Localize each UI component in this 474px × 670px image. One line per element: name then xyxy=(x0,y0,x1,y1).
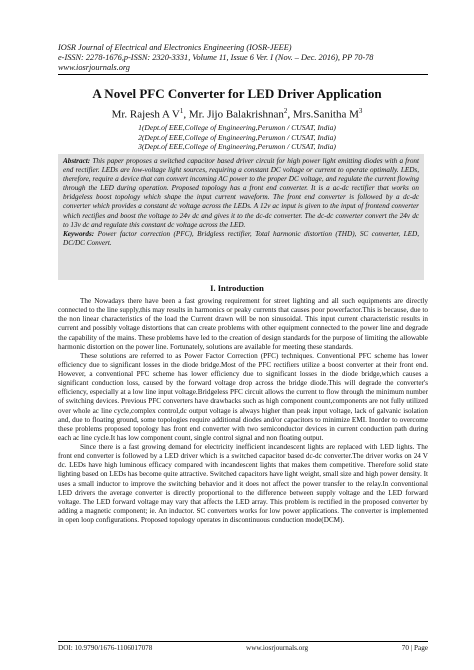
body-text xyxy=(58,297,428,525)
author-2: Mr. Jijo Balakrishnan xyxy=(188,108,284,121)
affiliation-2: 2(Dept.of EEE,College of Engineering,Perumon / CUSAT, India) xyxy=(138,132,336,142)
affiliation-3: 3(Dept.of EEE,College of Engineering,Perumon / CUSAT, India) xyxy=(138,142,336,152)
journal-website: www.iosrjournals.org xyxy=(58,63,130,72)
author-3: Mrs.Sanitha M xyxy=(292,108,359,121)
author-3-sup: 3 xyxy=(358,107,363,115)
author-line: Mr. Rajesh A $V^1$, Mr. Jijo Balakrishnan$^2$, Mrs.Sanitha $M^3$ xyxy=(111,107,363,121)
author-2-sup: 2 xyxy=(283,107,288,115)
journal-header xyxy=(58,43,428,75)
paper-title: A Novel PFC Converter for LED Driver Application xyxy=(92,86,382,101)
author-1-sup: 1 xyxy=(179,107,184,115)
page-footer xyxy=(58,641,428,652)
affiliations xyxy=(0,123,474,152)
keywords-text: Power factor correction (PFC), Bridgless rectifier, Total harmonic distortion (THD), SC converter, LED, DC/DC Convert. xyxy=(63,229,420,247)
abstract-label: Abstract: xyxy=(63,157,91,165)
paragraph: Since there is a fast growing demand for electricity inefficient incandescent lights are replaced with LED lights. The front end converter is followed by a LED driver which is a switched capacitor based dc-dc converter.The driver works on 24 V dc. LEDs have high luminous efficacy compared with incandescent lights that makes them competitive. Therefore solid state lighting based on LEDs has become quite attractive. Switched capacitors have light weight, small size and high power density. It uses a small inductor to improve the switching behavior and it does not affect the power transfer to the relay.In conventional LED drivers the average converter is directly proportional to the difference between supply voltage and the LED forward voltage. The LED forward voltage may vary that affects the LED array. This problem is rectified in the proposed converter by adding a magnetic component; ie. An inductor. SC converters works for low power applications. The converter is implemented in open loop configurations. Proposed topology operates in discontinuous conduction mode(DCM). xyxy=(58,443,428,524)
affiliation-1: 1(Dept.of EEE,College of Engineering,Perumon / CUSAT, India) xyxy=(138,123,336,132)
keywords-label: Keywords: xyxy=(63,229,95,238)
journal-issn: e-ISSN: 2278-1676,p-ISSN: 2320-3331, Volume 11, Issue 6 Ver. I (Nov. – Dec. 2016), PP 70-78 xyxy=(58,53,374,62)
footer-page: 70 | Page xyxy=(401,644,428,652)
section-heading: I. Introduction xyxy=(210,283,264,293)
footer-doi: DOI: 10.9790/1676-1106017078 xyxy=(58,644,153,652)
abstract-text: This paper proposes a switched capacitor based driver circuit for high power light emitting diodes with a front end rectifier. LEDs are low-voltage light sources, requiring a constant DC voltage or current to operate optimally. LEDs, therefore, require a device that can convert incoming AC power to the proper DC voltage, and regulate the current flowing through the LED during operation. Proposed topology has a front end converter. It is a ac-dc rectifier that works on bridgeless boost topology which shape the input current waveform. The front end converter is followed by a dc-dc converter which provides a constant dc voltage across the LEDs. A 12v ac input is given to the input of frontend converter which rectifies and boost the voltage to 24v dc and gives it to the dc-dc converter. The dc-dc converter convert the 24v dc to 13v dc and regulate this constant dc voltage across the LED. xyxy=(63,157,420,229)
paragraph: These solutions are referred to as Power Factor Correction (PFC) techniques. Conventional PFC scheme has lower efficiency due to significant losses in the diode bridge.Most of the PFC rectifiers utilize a boost converter at their front end. However, a conventional PFC scheme has lower efficiency due to significant losses in the diode bridge,which causes a significant conduction loss, caused by the forward voltage drop across the bridge diode.This will degrade the converter's efficiency, especially at a low line input voltage.Bridgeless PFC circuit allows the current to flow through the minimum number of switching devices. Previous PFC converters have drawbacks such as high component count,components are not fully utilized over whole ac line cycle,complex control,dc output voltage is always higher than peak input voltage, lack of galvanic isolation and, due to floating ground, some topologies require additional diodes and/or capacitors to minimize EMI. Inorder to overcome these problems proposed topology has front end converter with two semiconductor devices in current conduction path during each ac line cycle.It has low component count, single control signal and non floating output. xyxy=(58,351,428,442)
author-1: Mr. Rajesh A V xyxy=(111,108,180,121)
abstract-box xyxy=(58,154,424,280)
journal-name: IOSR Journal of Electrical and Electronics Engineering (IOSR-JEEE) xyxy=(58,43,292,52)
paragraph: The Nowadays there have been a fast growing requirement for street lighting and all such equipments are directly connected to the line supply,this may results in harmonics or peaky currents that causes poor powerfactor.This is because, due to the non linear characteristics of the load the Current drawn will be non sinusoidal. This input current characteristic results in current and possibly voltage distortions that can create problems with other equipment connected to the power line and degrade the capability of the mains. These problems have led to the creation of design standards for the purpose of limiting the allowable harmonic distortion on the power line. Fortunately, solutions are available for meeting these standards. xyxy=(58,297,428,351)
header-rule xyxy=(58,74,428,75)
footer-website: www.iosrjournals.org xyxy=(246,644,309,652)
